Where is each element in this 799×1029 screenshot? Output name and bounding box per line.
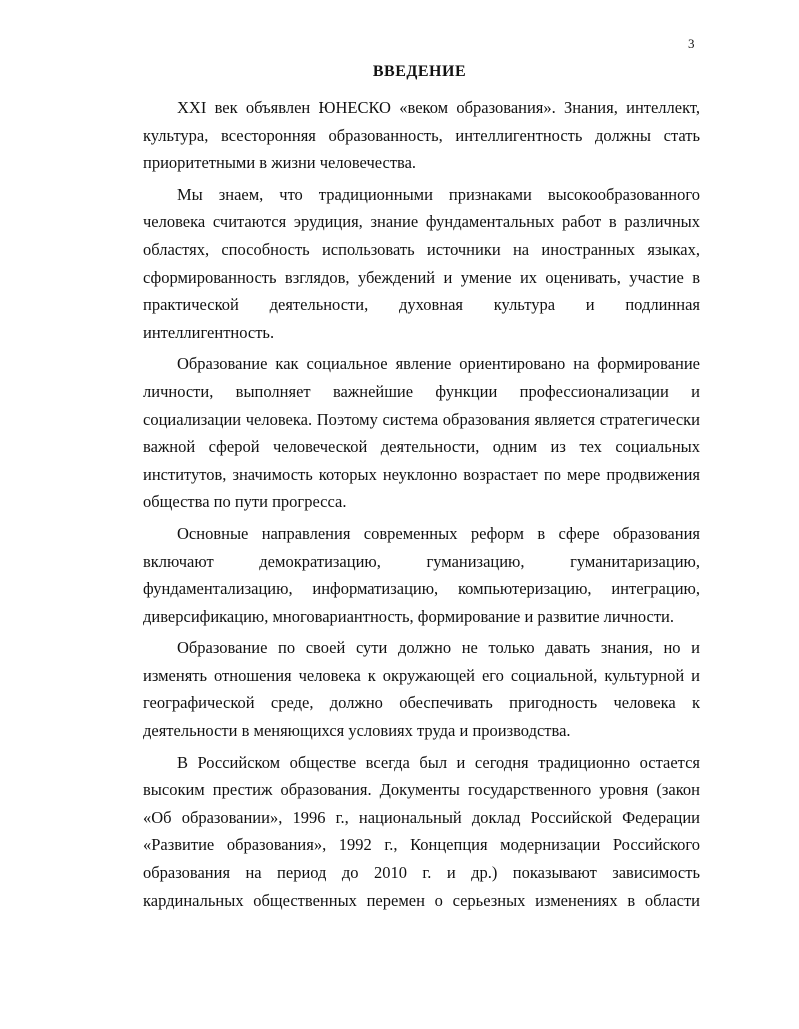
section-title: ВВЕДЕНИЕ (372, 63, 467, 80)
paragraph-5: Образование по своей сути должно не только давать знания, но и изменять отношения человека к окружающей его социальной, культурной и географической среде, должно обеспечивать пригодность человека к деятельности в меняющихся условиях труда и производства. (143, 638, 700, 741)
paragraph-2: Мы знаем, что традиционными признаками высокообразованного человека считаются эрудиция, знание фундаментальных работ в различных областях, способность использовать источники на иностранных языках, сформированность взглядов, убеждений и умение их оценивать, участие в практической деятельности, духовная культура и подлинная интеллигентность. (143, 184, 700, 342)
paragraph-6: В Российском обществе всегда был и сегодня традиционно остается высоким престиж образования. Документы государственного уровня (закон «Об образовании», 1996 г., национальный доклад Российской Федерации «Развитие образования», 1992 г., Концепция модернизации Российского образования на период до 2010 г. и др.) показывают зависимость кардинальных общественных перемен о серьезных изменениях в области (143, 752, 700, 910)
paragraph-4: Основные направления современных реформ в сфере образования включают демократизацию, гуманизацию, гуманитаризацию, фундаментализацию, информатизацию, компьютеризацию, интеграцию, диверсификацию, многовариантность, формирование и развитие личности. (143, 523, 700, 626)
paragraph-3: Образование как социальное явление ориентировано на формирование личности, выполняет важнейшие функции профессионализации и социализации человека. Поэтому система образования является стратегически важной сферой человеческой деятельности, одним из тех социальных институтов, значимость которых неуклонно возрастает по мере продвижения общества по пути прогресса. (143, 354, 700, 512)
page-number: 3 (688, 36, 695, 51)
paragraph-1: XXI век объявлен ЮНЕСКО «веком образования». Знания, интеллект, культура, всесторонняя образованность, интеллигентность должны стать приоритетными в жизни человечества. (143, 98, 700, 173)
body-text (143, 94, 700, 914)
